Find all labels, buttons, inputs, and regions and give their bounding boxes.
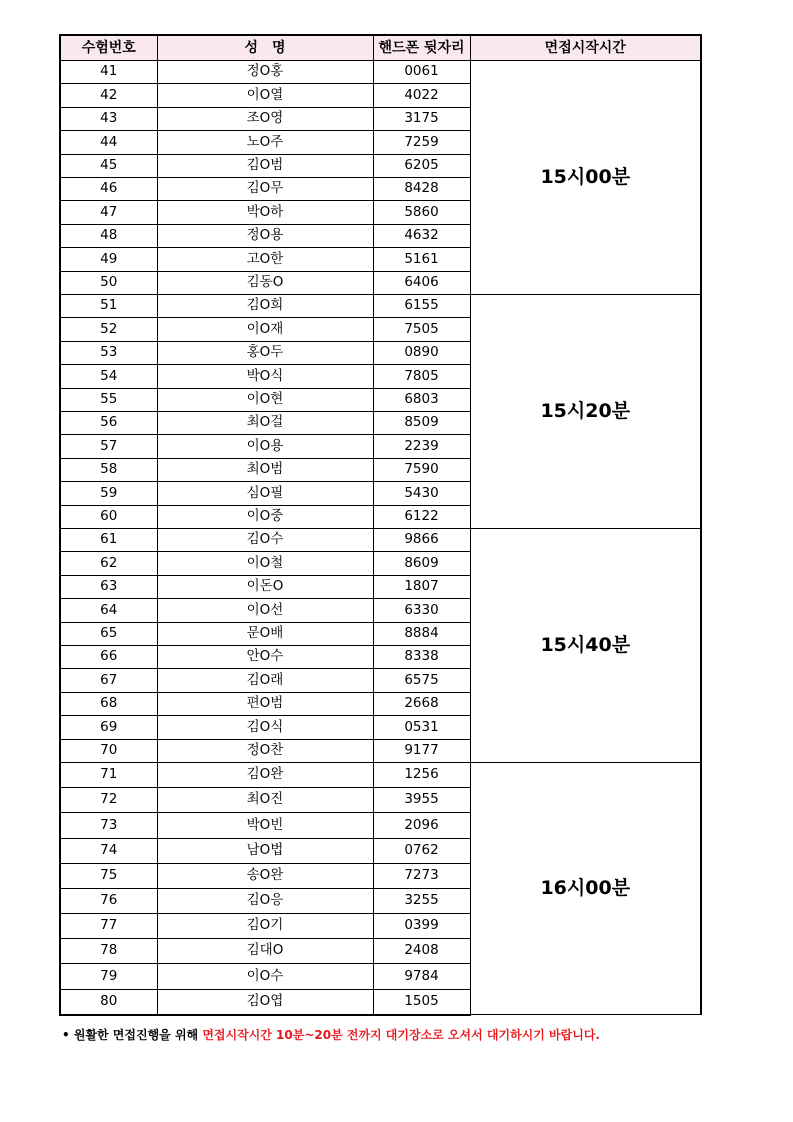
- name-cell: 김O래: [157, 669, 373, 693]
- phone-last-digits-cell: 1256: [373, 763, 470, 788]
- phone-last-digits-cell: 0061: [373, 61, 470, 84]
- phone-last-digits-cell: 1505: [373, 990, 470, 1015]
- name-cell: 고O한: [157, 248, 373, 272]
- phone-last-digits-cell: 3175: [373, 108, 470, 131]
- exam-number-cell: 74: [60, 839, 157, 864]
- exam-number-cell: 55: [60, 389, 157, 412]
- name-cell: 이O현: [157, 389, 373, 412]
- exam-number-cell: 72: [60, 788, 157, 813]
- name-cell: 안O수: [157, 646, 373, 669]
- phone-last-digits-cell: 9866: [373, 529, 470, 552]
- name-cell: 정O찬: [157, 740, 373, 763]
- name-cell: 김O희: [157, 295, 373, 318]
- exam-number-cell: 71: [60, 763, 157, 788]
- name-cell: 최O진: [157, 788, 373, 813]
- name-cell: 심O필: [157, 482, 373, 506]
- name-cell: 정O홍: [157, 61, 373, 84]
- table-header-row: [60, 35, 701, 61]
- name-cell: 노O주: [157, 131, 373, 155]
- phone-last-digits-cell: 2096: [373, 813, 470, 839]
- exam-number-cell: 65: [60, 623, 157, 646]
- interview-time-cell: 15시40분: [470, 529, 701, 763]
- exam-number-cell: 59: [60, 482, 157, 506]
- name-cell: 김O기: [157, 914, 373, 939]
- exam-number-cell: 67: [60, 669, 157, 693]
- name-cell: 남O법: [157, 839, 373, 864]
- phone-last-digits-cell: 0890: [373, 342, 470, 365]
- header-phone-last-digits: 핸드폰 뒷자리: [373, 35, 470, 61]
- name-cell: 김O범: [157, 155, 373, 178]
- name-cell: 김O엽: [157, 990, 373, 1015]
- notice-highlight: 면접시작시간 10분~20분 전까지 대기장소로 오셔서 대기하시기 바랍니다.: [202, 1028, 600, 1042]
- exam-number-cell: 58: [60, 459, 157, 482]
- phone-last-digits-cell: 5860: [373, 201, 470, 225]
- name-cell: 이O재: [157, 318, 373, 342]
- header-name: 성 명: [157, 35, 373, 61]
- phone-last-digits-cell: 8428: [373, 178, 470, 201]
- phone-last-digits-cell: 6155: [373, 295, 470, 318]
- phone-last-digits-cell: 5430: [373, 482, 470, 506]
- notice-prefix: 원활한 면접진행을 위해: [69, 1028, 203, 1042]
- phone-last-digits-cell: 6122: [373, 506, 470, 529]
- name-cell: 박O하: [157, 201, 373, 225]
- notice-text: [62, 1026, 600, 1043]
- name-cell: 이돈O: [157, 576, 373, 599]
- name-cell: 박O빈: [157, 813, 373, 839]
- name-cell: 편O범: [157, 693, 373, 716]
- exam-number-cell: 44: [60, 131, 157, 155]
- exam-number-cell: 78: [60, 939, 157, 964]
- name-cell: 이O수: [157, 964, 373, 990]
- phone-last-digits-cell: 8338: [373, 646, 470, 669]
- exam-number-cell: 49: [60, 248, 157, 272]
- phone-last-digits-cell: 0531: [373, 716, 470, 740]
- phone-last-digits-cell: 6575: [373, 669, 470, 693]
- exam-number-cell: 80: [60, 990, 157, 1015]
- exam-number-cell: 42: [60, 84, 157, 108]
- name-cell: 최O걸: [157, 412, 373, 435]
- phone-last-digits-cell: 3955: [373, 788, 470, 813]
- exam-number-cell: 41: [60, 61, 157, 84]
- exam-number-cell: 48: [60, 225, 157, 248]
- phone-last-digits-cell: 5161: [373, 248, 470, 272]
- exam-number-cell: 54: [60, 365, 157, 389]
- phone-last-digits-cell: 9177: [373, 740, 470, 763]
- interview-schedule-table: [59, 34, 702, 1016]
- phone-last-digits-cell: 9784: [373, 964, 470, 990]
- exam-number-cell: 43: [60, 108, 157, 131]
- name-cell: 김동O: [157, 272, 373, 295]
- name-cell: 최O범: [157, 459, 373, 482]
- name-cell: 이O선: [157, 599, 373, 623]
- exam-number-cell: 62: [60, 552, 157, 576]
- bullet: •: [62, 1028, 70, 1042]
- name-cell: 김O식: [157, 716, 373, 740]
- phone-last-digits-cell: 6205: [373, 155, 470, 178]
- phone-last-digits-cell: 7273: [373, 864, 470, 889]
- exam-number-cell: 63: [60, 576, 157, 599]
- exam-number-cell: 47: [60, 201, 157, 225]
- exam-number-cell: 76: [60, 889, 157, 914]
- interview-time-cell: 15시20분: [470, 295, 701, 529]
- name-cell: 송O완: [157, 864, 373, 889]
- phone-last-digits-cell: 4022: [373, 84, 470, 108]
- phone-last-digits-cell: 2239: [373, 435, 470, 459]
- exam-number-cell: 69: [60, 716, 157, 740]
- phone-last-digits-cell: 6803: [373, 389, 470, 412]
- exam-number-cell: 51: [60, 295, 157, 318]
- name-cell: 이O중: [157, 506, 373, 529]
- table-row: [60, 529, 701, 552]
- exam-number-cell: 53: [60, 342, 157, 365]
- exam-number-cell: 52: [60, 318, 157, 342]
- table-row: [60, 295, 701, 318]
- phone-last-digits-cell: 0762: [373, 839, 470, 864]
- exam-number-cell: 70: [60, 740, 157, 763]
- phone-last-digits-cell: 7590: [373, 459, 470, 482]
- exam-number-cell: 56: [60, 412, 157, 435]
- name-cell: 김O무: [157, 178, 373, 201]
- exam-number-cell: 66: [60, 646, 157, 669]
- phone-last-digits-cell: 4632: [373, 225, 470, 248]
- phone-last-digits-cell: 6330: [373, 599, 470, 623]
- header-exam-number: 수험번호: [60, 35, 157, 61]
- table-row: [60, 763, 701, 788]
- exam-number-cell: 46: [60, 178, 157, 201]
- name-cell: 홍O두: [157, 342, 373, 365]
- phone-last-digits-cell: 7505: [373, 318, 470, 342]
- exam-number-cell: 73: [60, 813, 157, 839]
- phone-last-digits-cell: 0399: [373, 914, 470, 939]
- interview-time-cell: 15시00분: [470, 61, 701, 295]
- exam-number-cell: 61: [60, 529, 157, 552]
- name-cell: 이O철: [157, 552, 373, 576]
- phone-last-digits-cell: 2408: [373, 939, 470, 964]
- name-cell: 김대O: [157, 939, 373, 964]
- phone-last-digits-cell: 1807: [373, 576, 470, 599]
- exam-number-cell: 57: [60, 435, 157, 459]
- name-cell: 정O용: [157, 225, 373, 248]
- table-body: [60, 61, 701, 1015]
- phone-last-digits-cell: 6406: [373, 272, 470, 295]
- interview-time-cell: 16시00분: [470, 763, 701, 1015]
- exam-number-cell: 60: [60, 506, 157, 529]
- name-cell: 이O열: [157, 84, 373, 108]
- table-row: [60, 61, 701, 84]
- phone-last-digits-cell: 2668: [373, 693, 470, 716]
- phone-last-digits-cell: 8509: [373, 412, 470, 435]
- exam-number-cell: 79: [60, 964, 157, 990]
- exam-number-cell: 45: [60, 155, 157, 178]
- phone-last-digits-cell: 7259: [373, 131, 470, 155]
- phone-last-digits-cell: 8884: [373, 623, 470, 646]
- exam-number-cell: 77: [60, 914, 157, 939]
- exam-number-cell: 75: [60, 864, 157, 889]
- exam-number-cell: 68: [60, 693, 157, 716]
- phone-last-digits-cell: 7805: [373, 365, 470, 389]
- name-cell: 김O수: [157, 529, 373, 552]
- name-cell: 김O완: [157, 763, 373, 788]
- name-cell: 조O영: [157, 108, 373, 131]
- phone-last-digits-cell: 3255: [373, 889, 470, 914]
- name-cell: 김O응: [157, 889, 373, 914]
- phone-last-digits-cell: 8609: [373, 552, 470, 576]
- name-cell: 박O식: [157, 365, 373, 389]
- name-cell: 문O배: [157, 623, 373, 646]
- exam-number-cell: 64: [60, 599, 157, 623]
- name-cell: 이O용: [157, 435, 373, 459]
- header-interview-start-time: 면접시작시간: [470, 35, 701, 61]
- exam-number-cell: 50: [60, 272, 157, 295]
